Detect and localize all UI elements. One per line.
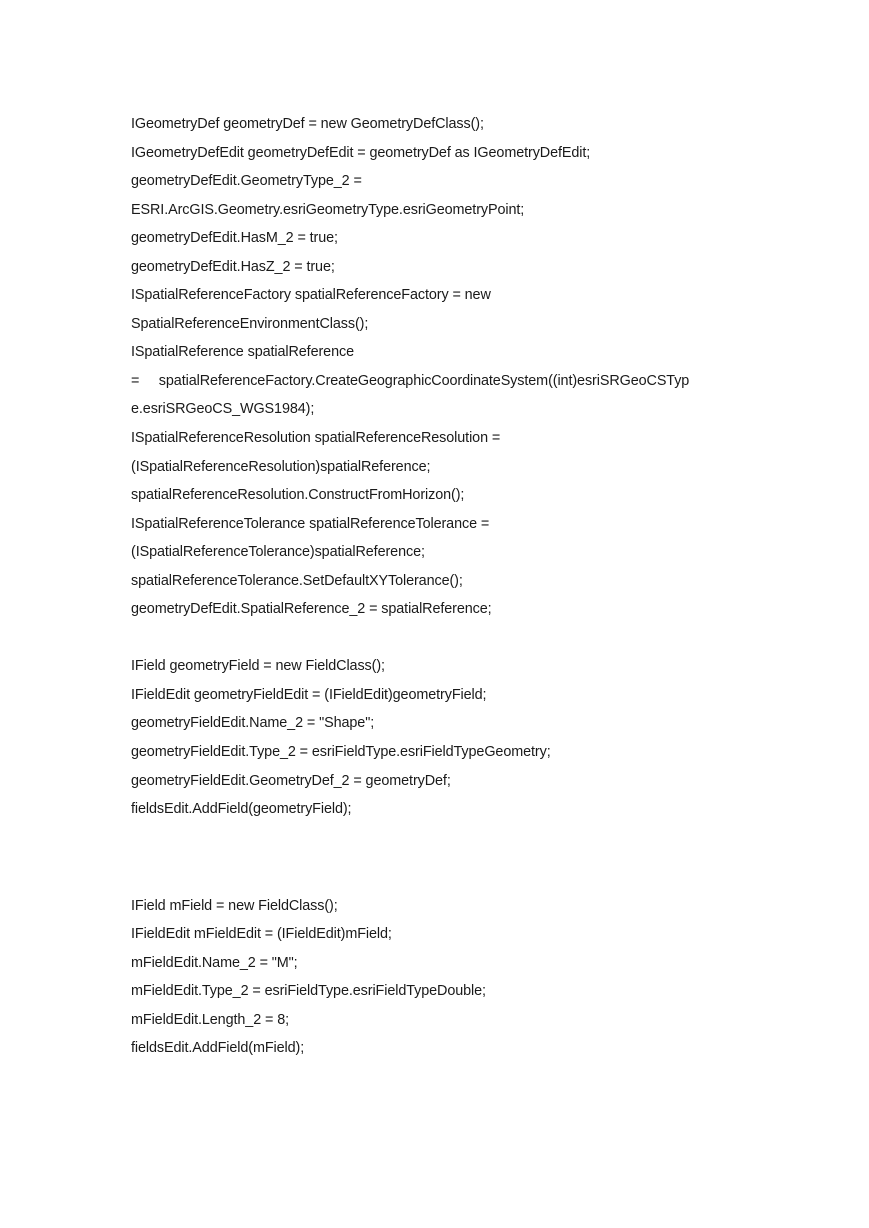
code-line: mFieldEdit.Name_2 = "M";	[131, 954, 298, 971]
code-line: IFieldEdit mFieldEdit = (IFieldEdit)mField;	[131, 926, 392, 943]
code-line: spatialReferenceResolution.ConstructFromHorizon();	[131, 487, 465, 504]
code-line: geometryFieldEdit.GeometryDef_2 = geometryDef;	[131, 772, 451, 789]
code-line: mFieldEdit.Length_2 = 8;	[131, 1011, 289, 1028]
code-line: ISpatialReferenceResolution spatialReferenceResolution =	[131, 430, 501, 447]
code-line: ISpatialReferenceTolerance spatialReferenceTolerance =	[131, 515, 490, 532]
code-line: fieldsEdit.AddField(mField);	[131, 1040, 305, 1057]
code-line: geometryFieldEdit.Name_2 = "Shape";	[131, 715, 375, 732]
code-line: ISpatialReference spatialReference	[131, 344, 354, 361]
geometry-def-block	[131, 110, 741, 624]
code-line: spatialReferenceTolerance.SetDefaultXYTolerance();	[131, 572, 463, 589]
code-line: e.esriSRGeoCS_WGS1984);	[131, 401, 315, 418]
m-field-block	[131, 892, 741, 1063]
geometry-field-block	[131, 652, 741, 823]
code-line: geometryDefEdit.SpatialReference_2 = spatialReference;	[131, 601, 492, 618]
code-line: mFieldEdit.Type_2 = esriFieldType.esriFieldTypeDouble;	[131, 983, 486, 1000]
code-listing	[131, 110, 741, 1063]
code-line: IField geometryField = new FieldClass();	[131, 658, 385, 675]
code-line: IGeometryDef geometryDef = new GeometryDefClass();	[131, 116, 484, 132]
code-line: geometryDefEdit.HasZ_2 = true;	[131, 258, 335, 275]
code-line: ESRI.ArcGIS.Geometry.esriGeometryType.esriGeometryPoint;	[131, 201, 525, 218]
code-line: (ISpatialReferenceTolerance)spatialReference;	[131, 544, 425, 561]
blank-space	[131, 824, 741, 892]
code-line: geometryDefEdit.HasM_2 = true;	[131, 230, 338, 247]
blank-line	[131, 624, 741, 653]
code-line: = spatialReferenceFactory.CreateGeographicCoordinateSystem((int)esriSRGeoCSTyp	[131, 372, 690, 389]
code-line: IField mField = new FieldClass();	[131, 897, 338, 914]
code-line: geometryFieldEdit.Type_2 = esriFieldType.esriFieldTypeGeometry;	[131, 744, 551, 761]
code-line: geometryDefEdit.GeometryType_2 =	[131, 173, 362, 190]
code-line: fieldsEdit.AddField(geometryField);	[131, 801, 352, 818]
code-line: (ISpatialReferenceResolution)spatialReference;	[131, 458, 431, 475]
code-line: IGeometryDefEdit geometryDefEdit = geometryDef as IGeometryDefEdit;	[131, 144, 591, 161]
code-line: SpatialReferenceEnvironmentClass();	[131, 315, 369, 332]
code-line: ISpatialReferenceFactory spatialReferenceFactory = new	[131, 287, 491, 304]
code-line: IFieldEdit geometryFieldEdit = (IFieldEdit)geometryField;	[131, 686, 487, 703]
